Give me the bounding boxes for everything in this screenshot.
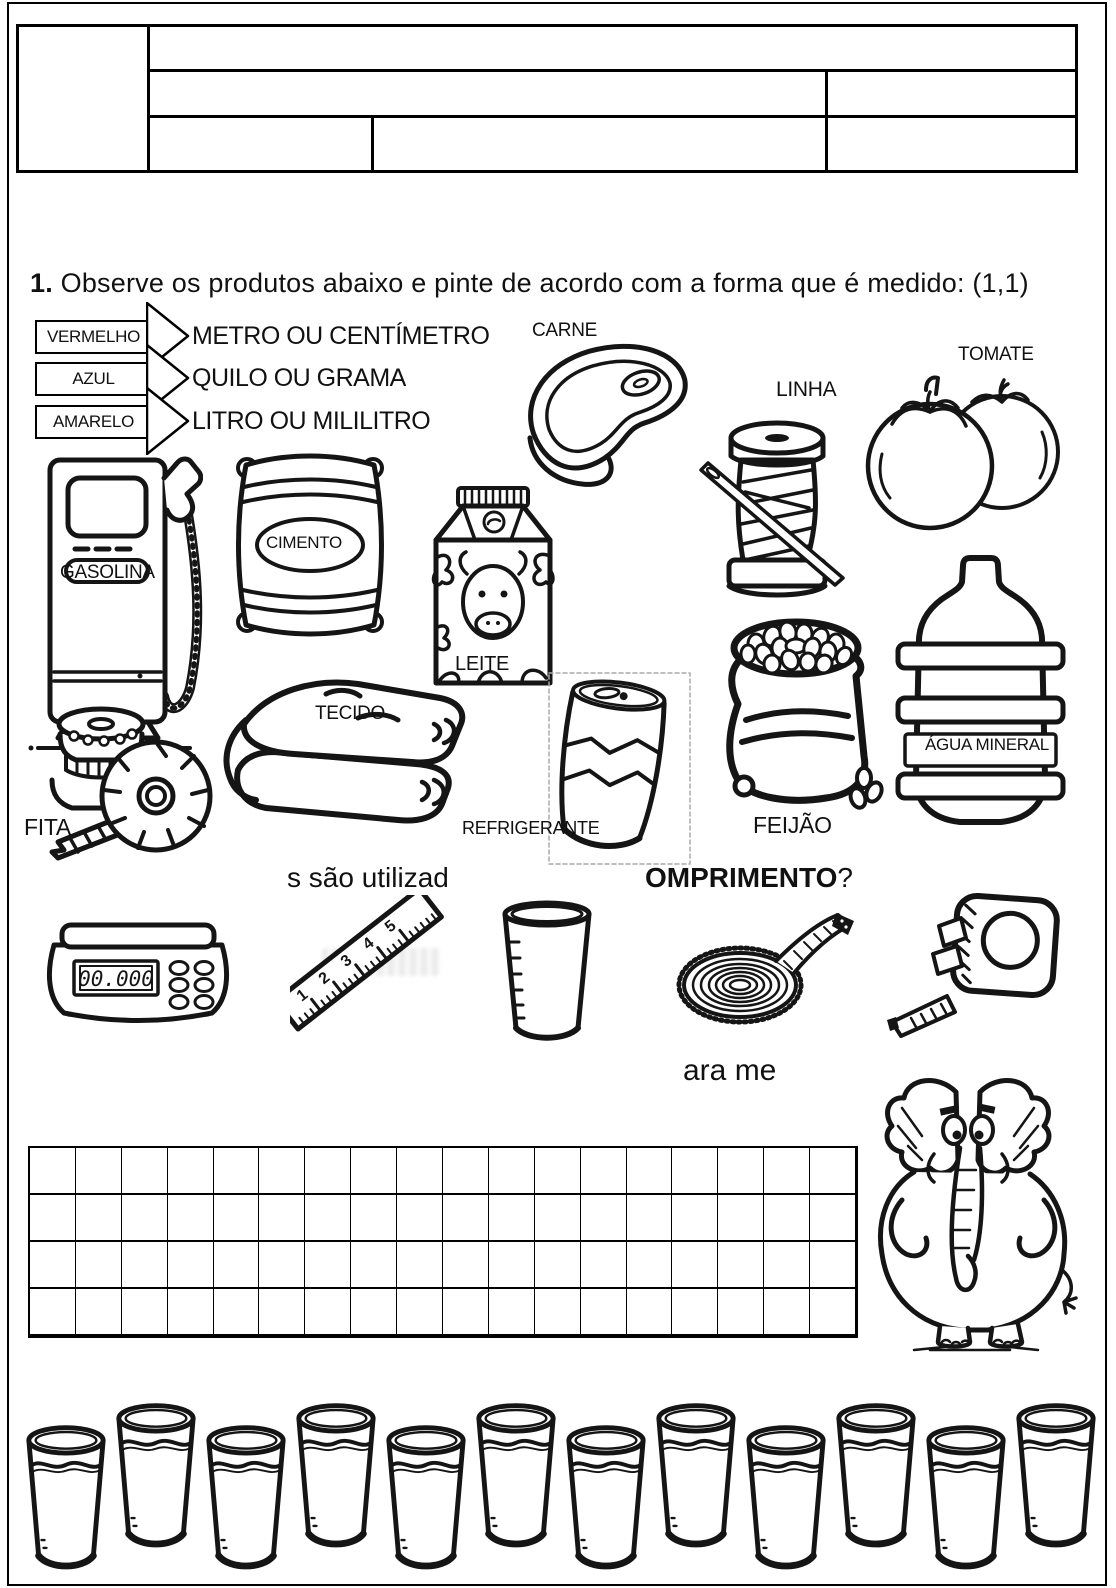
measuring-tape-drawing[interactable] <box>672 895 862 1037</box>
grid-cell[interactable] <box>122 1289 168 1336</box>
grid-cell[interactable] <box>76 1148 122 1195</box>
header-cell-date[interactable] <box>828 72 1075 115</box>
legend-color-box <box>35 362 152 396</box>
grid-cell[interactable] <box>122 1242 168 1289</box>
grid-cell[interactable] <box>30 1242 76 1289</box>
grid-cell[interactable] <box>581 1289 627 1336</box>
ruler-number: 5 <box>381 917 400 937</box>
feijao-drawing[interactable] <box>698 592 893 820</box>
refrigerante-label: REFRIGERANTE <box>462 818 600 838</box>
grid-cell[interactable] <box>535 1242 581 1289</box>
grid-cell[interactable] <box>764 1289 810 1336</box>
agua-mineral-drawing[interactable] <box>893 552 1068 840</box>
grid-cell[interactable] <box>718 1289 764 1336</box>
grid-cell[interactable] <box>810 1242 856 1289</box>
grid-cell[interactable] <box>168 1148 214 1195</box>
grid-cell[interactable] <box>443 1242 489 1289</box>
legend-item-vermelho <box>35 320 152 354</box>
grid-cell[interactable] <box>259 1289 305 1336</box>
water-glass <box>1012 1402 1100 1554</box>
legend-measure-2: QUILO OU GRAMA <box>192 364 406 392</box>
grid-cell[interactable] <box>764 1242 810 1289</box>
water-glass <box>22 1424 110 1576</box>
tecido-drawing[interactable] <box>208 662 493 830</box>
grid-cell[interactable] <box>718 1148 764 1195</box>
grid-cell[interactable] <box>214 1195 260 1242</box>
partial-text-1: s são utilizad <box>287 862 449 893</box>
grid-cell[interactable] <box>305 1289 351 1336</box>
cimento-label: CIMENTO <box>266 533 342 552</box>
scale-drawing[interactable] <box>38 915 238 1027</box>
grid-cell[interactable] <box>76 1195 122 1242</box>
grid-cell[interactable] <box>489 1148 535 1195</box>
water-glass <box>382 1424 470 1576</box>
fita-label: FITA <box>24 814 71 840</box>
grid-cell[interactable] <box>397 1148 443 1195</box>
grid-cell[interactable] <box>489 1289 535 1336</box>
grid-cell[interactable] <box>305 1195 351 1242</box>
grid-cell[interactable] <box>122 1148 168 1195</box>
grid-cell[interactable] <box>810 1195 856 1242</box>
tomate-label: TOMATE <box>958 344 1034 365</box>
grid-cell[interactable] <box>627 1289 673 1336</box>
grid-cell[interactable] <box>351 1242 397 1289</box>
grid-cell[interactable] <box>718 1242 764 1289</box>
header-table <box>16 24 1078 173</box>
grid-cell[interactable] <box>443 1195 489 1242</box>
leite-label: LEITE <box>455 653 510 675</box>
grid-cell[interactable] <box>351 1289 397 1336</box>
grid-cell[interactable] <box>489 1242 535 1289</box>
water-glass <box>742 1424 830 1576</box>
grid-cell[interactable] <box>489 1195 535 1242</box>
grid-cell[interactable] <box>30 1289 76 1336</box>
grid-cell[interactable] <box>351 1148 397 1195</box>
header-cell-teacher[interactable] <box>374 118 825 170</box>
grid-cell[interactable] <box>30 1195 76 1242</box>
answer-grid <box>28 1146 858 1338</box>
grid-cell[interactable] <box>214 1289 260 1336</box>
water-glass <box>472 1402 560 1554</box>
water-glass <box>292 1402 380 1554</box>
grid-cell[interactable] <box>535 1148 581 1195</box>
legend-color-label: AMARELO <box>52 412 135 431</box>
grid-cell[interactable] <box>76 1242 122 1289</box>
water-glass <box>832 1402 920 1554</box>
carne-label: CARNE <box>532 320 598 341</box>
grid-cell[interactable] <box>764 1195 810 1242</box>
grid-cell[interactable] <box>443 1148 489 1195</box>
grid-cell[interactable] <box>397 1242 443 1289</box>
grid-cell[interactable] <box>168 1242 214 1289</box>
grid-cell[interactable] <box>305 1148 351 1195</box>
grid-cell[interactable] <box>581 1195 627 1242</box>
header-cell-student[interactable] <box>150 72 825 115</box>
grid-cell[interactable] <box>581 1242 627 1289</box>
legend-color-box <box>35 320 152 354</box>
grid-cell[interactable] <box>259 1195 305 1242</box>
elephant-cartoon <box>868 1068 1083 1353</box>
header-cell-score[interactable] <box>828 118 1075 170</box>
water-glass <box>652 1402 740 1554</box>
partial-text-2 <box>645 862 853 894</box>
legend-item-amarelo <box>35 405 152 439</box>
grid-cell[interactable] <box>672 1195 718 1242</box>
grid-cell[interactable] <box>627 1242 673 1289</box>
grid-cell[interactable] <box>168 1195 214 1242</box>
grid-cell[interactable] <box>627 1195 673 1242</box>
grid-cell[interactable] <box>672 1289 718 1336</box>
grid-cell[interactable] <box>259 1242 305 1289</box>
grid-cell[interactable] <box>810 1148 856 1195</box>
header-row-3 <box>150 118 1075 170</box>
legend-color-box <box>35 405 152 439</box>
grid-cell[interactable] <box>535 1195 581 1242</box>
ruler-number: 2 <box>315 969 334 988</box>
grid-cell[interactable] <box>397 1195 443 1242</box>
arrow-right-icon <box>146 387 192 455</box>
water-glass <box>922 1424 1010 1576</box>
question-title <box>30 268 1100 299</box>
grid-cell[interactable] <box>305 1242 351 1289</box>
grid-cell[interactable] <box>443 1289 489 1336</box>
grid-cell[interactable] <box>764 1148 810 1195</box>
grid-cell[interactable] <box>122 1195 168 1242</box>
grid-cell[interactable] <box>214 1148 260 1195</box>
grid-cell[interactable] <box>397 1289 443 1336</box>
question-number: 1. <box>30 268 53 298</box>
header-cell-school[interactable] <box>150 27 1075 72</box>
ruler-drawing[interactable] <box>290 895 450 1045</box>
grid-cell[interactable] <box>30 1148 76 1195</box>
scale-display: 00.000 <box>78 967 154 991</box>
partial-text-2-bold: OMPRIMENTO <box>645 862 838 893</box>
legend-color-label: VERMELHO <box>46 327 140 346</box>
legend-measure-3: LITRO OU MILILITRO <box>192 407 431 435</box>
water-glass <box>112 1402 200 1554</box>
feijao-label: FEIJÃO <box>753 812 832 838</box>
water-glass <box>202 1424 290 1576</box>
gasolina-label: GASOLINA <box>60 562 155 583</box>
question-text: Observe os produtos abaixo e pinte de acordo com a forma que é medido: (1,1) <box>60 268 1029 298</box>
legend-color-label: AZUL <box>72 369 115 388</box>
header-row-2 <box>150 72 1075 118</box>
ruler-number: 3 <box>337 951 356 971</box>
grid-cell[interactable] <box>672 1148 718 1195</box>
linha-label: LINHA <box>776 378 837 401</box>
header-cell-grade[interactable] <box>150 118 371 170</box>
ruler-number: 4 <box>359 934 378 954</box>
partial-text-3: ara me <box>683 1054 777 1087</box>
grid-cell[interactable] <box>214 1242 260 1289</box>
tomate-drawing[interactable] <box>852 372 1067 540</box>
header-cell-logo[interactable] <box>19 27 150 170</box>
grid-cell[interactable] <box>351 1195 397 1242</box>
grid-cell[interactable] <box>535 1289 581 1336</box>
grid-cell[interactable] <box>259 1148 305 1195</box>
tecido-label: TECIDO <box>315 703 385 724</box>
grid-cell[interactable] <box>810 1289 856 1336</box>
trena-drawing[interactable] <box>875 890 1070 1045</box>
question-mark: ? <box>837 862 853 893</box>
grid-cell[interactable] <box>718 1195 764 1242</box>
ruler-number: 1 <box>293 986 312 1006</box>
grid-cell[interactable] <box>76 1289 122 1336</box>
agua-mineral-label: ÁGUA MINERAL <box>925 735 1049 754</box>
linha-drawing[interactable] <box>685 412 865 602</box>
grid-cell[interactable] <box>168 1289 214 1336</box>
legend-item-azul <box>35 362 152 396</box>
legend-measure-1: METRO OU CENTÍMETRO <box>192 322 490 350</box>
water-glass <box>562 1424 650 1576</box>
grid-cell[interactable] <box>627 1148 673 1195</box>
grid-cell[interactable] <box>581 1148 627 1195</box>
measuring-cup-drawing[interactable] <box>492 900 602 1045</box>
grid-cell[interactable] <box>672 1242 718 1289</box>
